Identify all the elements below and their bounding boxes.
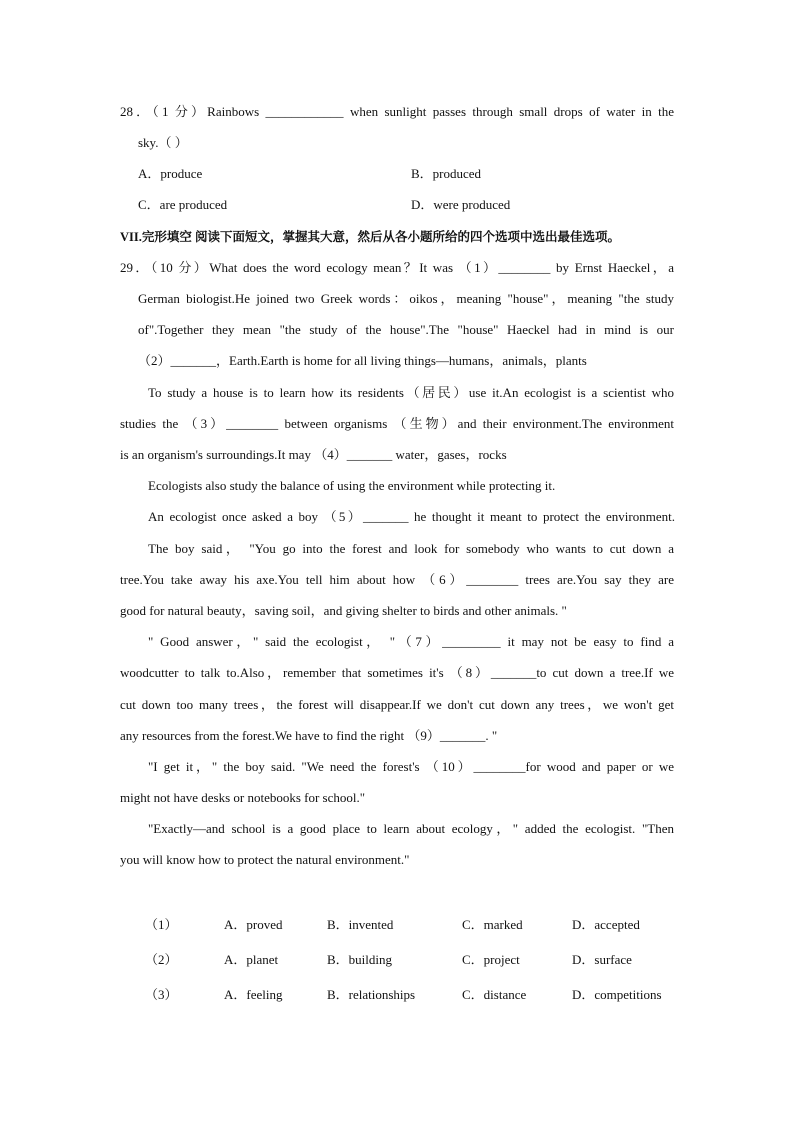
choice-option-d[interactable]: D．accepted — [572, 917, 640, 932]
passage-line: "I get it，" the boy said. "We need the forest's （10）________for wood and paper or we — [148, 759, 674, 774]
passage-line: good for natural beauty，saving soil，and giving shelter to birds and other animals. " — [120, 603, 567, 618]
choice-option-c[interactable]: C．project — [462, 952, 520, 967]
passage-line: tree.You take away his axe.You tell him about how （6）________ trees are.You say they are — [120, 572, 674, 587]
q28-option-c[interactable]: C．are produced — [138, 197, 228, 212]
passage-line: German biologist.He joined two Greek words：oikos，meaning "house"，meaning "the study — [138, 291, 674, 306]
passage-line: woodcutter to talk to.Also，remember that sometimes it's （8）_______to cut down a tree.If we — [120, 665, 674, 680]
passage-line: of".Together they mean "the study of the house".The "house" Haeckel had in mind is our — [138, 322, 674, 337]
passage-line: To study a house is to learn how its residents（居民）use it.An ecologist is a scientist who — [148, 385, 674, 400]
q28-stem-line-2: sky.（ ） — [138, 135, 188, 150]
choice-option-b[interactable]: B．building — [327, 952, 393, 967]
choice-option-c[interactable]: C．distance — [462, 987, 527, 1002]
choice-option-d[interactable]: D．surface — [572, 952, 632, 967]
choice-number: （3） — [145, 987, 178, 1002]
choice-option-b[interactable]: B．relationships — [327, 987, 416, 1002]
choice-number: （2） — [145, 952, 178, 967]
choice-number: （1） — [145, 917, 178, 932]
choice-option-c[interactable]: C．marked — [462, 917, 523, 932]
passage-line: any resources from the forest.We have to find the right （9）_______. " — [120, 728, 498, 743]
q28-option-d[interactable]: D．were produced — [411, 197, 511, 212]
passage-line: "Exactly—and school is a good place to learn about ecology，" added the ecologist. "Then — [148, 821, 674, 836]
passage-line: might not have desks or notebooks for school." — [120, 790, 366, 805]
passage-line: Ecologists also study the balance of using the environment while protecting it. — [148, 478, 556, 493]
passage-line: is an organism's surroundings.It may （4）_______ water，gases，rocks — [120, 447, 507, 462]
passage-line: cut down too many trees，the forest will disappear.If we don't cut down any trees，we won't get — [120, 697, 674, 712]
passage-line: The boy said， "You go into the forest and look for somebody who wants to cut down a — [148, 541, 674, 556]
choice-option-a[interactable]: A．feeling — [224, 987, 283, 1002]
passage-line: （2）_______，Earth.Earth is home for all living things—humans，animals，plants — [138, 353, 587, 368]
choice-option-d[interactable]: D．competitions — [572, 987, 662, 1002]
passage-line: 29．（10 分）What does the word ecology mean？It was （1）________ by Ernst Haeckel，a — [120, 260, 674, 275]
passage-line: " Good answer，" said the ecologist， "（7）_________ it may not be easy to find a — [148, 634, 674, 649]
choice-option-b[interactable]: B．invented — [327, 917, 394, 932]
section-heading: VII.完形填空 阅读下面短文，掌握其大意，然后从各小题所给的四个选项中选出最佳选项。 — [120, 230, 621, 244]
passage-line: studies the （3）________ between organisms （生物）and their environment.The environment — [120, 416, 674, 431]
choice-option-a[interactable]: A．planet — [224, 952, 279, 967]
q28-stem-line-1: 28．（1 分）Rainbows ____________ when sunlight passes through small drops of water in the — [120, 104, 674, 119]
passage-line: you will know how to protect the natural environment." — [120, 852, 410, 867]
passage-line: An ecologist once asked a boy （5）_______ he thought it meant to protect the environment. — [148, 509, 675, 524]
q28-option-b[interactable]: B．produced — [411, 166, 482, 181]
choice-option-a[interactable]: A．proved — [224, 917, 283, 932]
q28-option-a[interactable]: A．produce — [138, 166, 203, 181]
